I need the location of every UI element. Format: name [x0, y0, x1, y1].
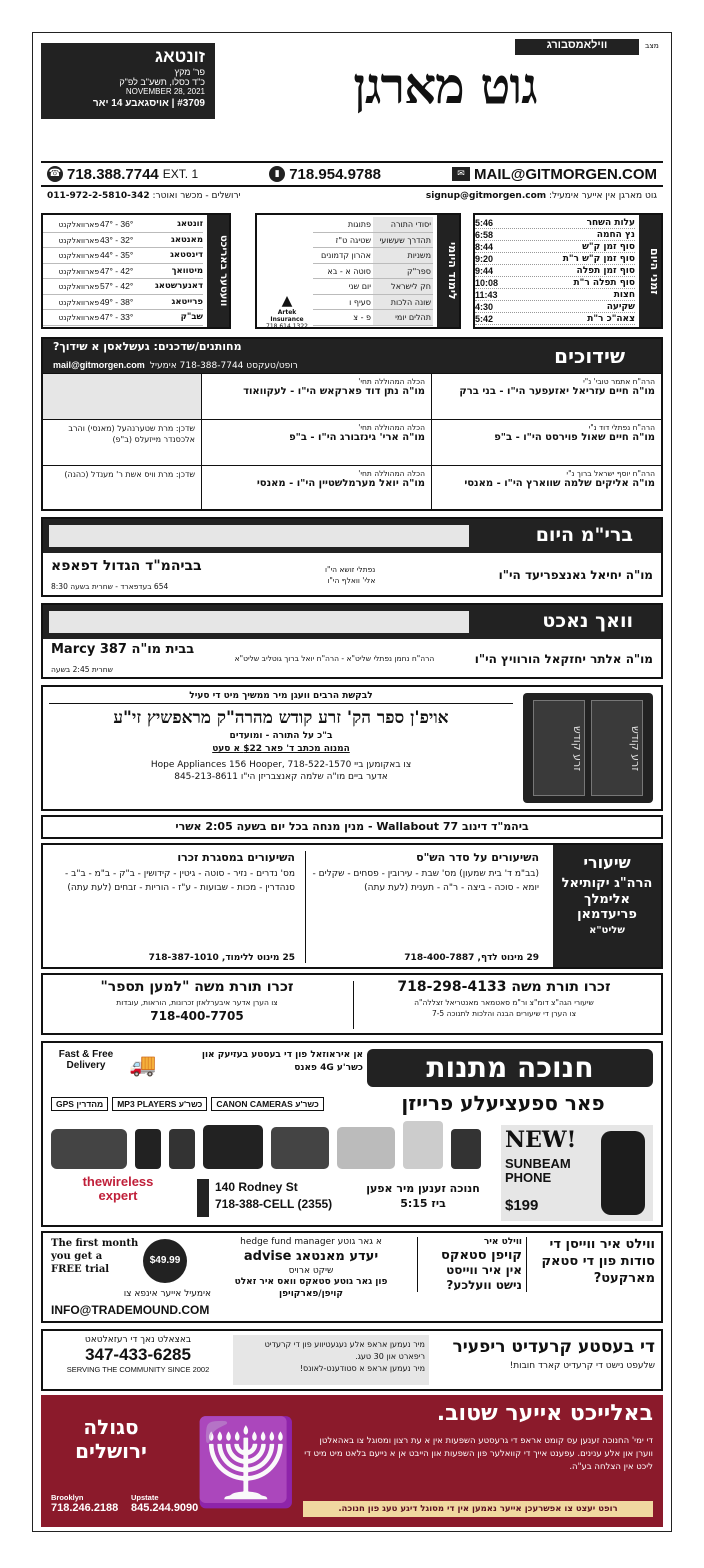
- zmanim-box: [473, 213, 663, 329]
- weather-list: [43, 217, 203, 326]
- zman-row: [475, 241, 635, 253]
- shidduch-groom: הרה"ח נפתלי דוד נ"י מו"ה חיים שאול פוירסט הי"ו - ב"פ: [431, 420, 661, 465]
- phone-icon: ☎: [47, 166, 63, 182]
- weather-day: פרייטאג: [171, 296, 203, 307]
- weather-day: שב"ק: [180, 312, 203, 322]
- sunbeam-phone-panel: [501, 1125, 653, 1221]
- vachnacht-title: וואך נאכט: [542, 610, 633, 632]
- weather-temp: 47° - 33°: [100, 312, 134, 322]
- weather-temp: 49° - 38°: [100, 296, 134, 307]
- hebrew-date: כ"ד כסלו, תשע"ב לפ"ק: [119, 77, 205, 87]
- weather-row: [43, 279, 203, 295]
- weather-day: דאנערשטאג: [154, 281, 203, 291]
- daily-row: [313, 233, 433, 249]
- weather-day: זונטאג: [177, 219, 203, 229]
- shidduchim-header: שידוכים מחותנים/שדכנים: געשלאסן א שידוך? רופט/טעקסט 718-388-7744 אימעיל mail@gitmorgen.com: [43, 339, 661, 373]
- parsha: פר' מקץ: [174, 67, 205, 77]
- zichru-left: זכרו תורת משה "למען תספר" צו הערן אדער איבערלאזן זכרונות, הוראות, עובדות 718-400-7705: [47, 979, 347, 1023]
- sefer-price: המנוה מכתב ד' פאר $22 א סעט: [212, 744, 350, 754]
- shidduchim-email[interactable]: mail@gitmorgen.com: [53, 360, 145, 370]
- masthead-left-panel: [41, 43, 215, 119]
- daily-row: [313, 295, 433, 311]
- daily-value: שטיגה ט"ז: [335, 235, 371, 245]
- zman-time: 5:42: [475, 314, 494, 324]
- shidduch-row: [43, 465, 661, 511]
- sefer-book-image: זרע קודש זרע קודש: [523, 693, 653, 803]
- mail-icon: ✉: [452, 167, 470, 181]
- zichru-phone[interactable]: 718-400-7705: [150, 1009, 244, 1023]
- new-label: NEW!: [505, 1127, 577, 1153]
- mobile-icon: ▮: [269, 166, 285, 182]
- shiurim-col2-phone[interactable]: 25 מינוט ללימוד, 718-387-1010: [148, 953, 295, 963]
- phone-price: $199: [505, 1197, 539, 1214]
- zman-label: צאה"כ ר"ת: [587, 314, 635, 324]
- zichru-section: [41, 973, 663, 1035]
- shidduch-bride: הכלה המהוללה תחי' מו"ה יואל מערמלשטיין הי"ו - מאנסי: [201, 466, 431, 511]
- day-name: זונטאג: [154, 47, 205, 66]
- shidduch-groom: הרה"ח אתמר טובי' נ"י מו"ה חיים עזריאל יאזעפער הי"ו - בני ברק: [431, 374, 661, 419]
- credit-left: באצאלט נאך די רעזאלטאט 347-433-6285 SERVING THE COMMUNITY SINCE 2002: [49, 1335, 227, 1374]
- phone-name: SUNBEAM PHONE: [505, 1156, 571, 1186]
- weather-temp: 57° - 42°: [100, 281, 134, 291]
- bris-name: מו"ה יחיאל גאנצפריעד הי"ו: [498, 568, 653, 582]
- chanukah-title: חנוכה מתנות: [367, 1049, 653, 1087]
- zman-row: [475, 313, 635, 325]
- daily-row: [313, 217, 433, 233]
- bris-header: [43, 519, 661, 553]
- shidduch-row: [43, 373, 661, 419]
- daily-value: יום שני: [348, 282, 371, 291]
- weather-condition: פארוואלקנט: [58, 220, 99, 229]
- credit-ad: [41, 1329, 663, 1391]
- zman-label: סוף זמן ק"ש ר"ת: [562, 254, 635, 264]
- zman-row: [475, 289, 635, 301]
- segula-footer: רופט יעצט צו אפשרעכן אייער נאמען אין די מסוגל דיגע טעג פון חנוכה.: [303, 1501, 653, 1517]
- vachnacht-place: בבית מו"ה 387 Marcy: [51, 642, 195, 657]
- daily-label: תהלים יומי: [373, 310, 433, 325]
- price-badge: $49.99: [143, 1239, 187, 1283]
- weather-condition: פארוואלקנט: [58, 235, 99, 245]
- menorah-icon: 🕎: [193, 1413, 299, 1511]
- chanukah-subtitle: פאר ספעציעלע פרייזן: [401, 1091, 605, 1115]
- delivery-label: Fast & Free Delivery: [58, 1049, 114, 1071]
- weather-condition: פארוואלקנט: [58, 313, 99, 322]
- segula-phone-brooklyn: Brooklyn 718.246.2188: [51, 1493, 119, 1514]
- credit-right: די בעסטע קרעדיט ריפעיר שלעפט נישט די קרעדיט קארד חובות!: [452, 1337, 655, 1371]
- vachnacht-name: מו"ה אלתר יחזקאל הורוויץ הי"ו: [474, 652, 653, 666]
- weather-temp: 47° - 42°: [100, 265, 134, 276]
- segula-phone-upstate: Upstate 845.244.9090: [131, 1493, 199, 1514]
- zmanim-title: זמני היום: [639, 215, 661, 327]
- weather-condition: פארוואלקנט: [58, 266, 99, 276]
- trade-email[interactable]: INFO@TRADEMOUND.COM: [51, 1303, 210, 1317]
- daily-label: שונה הלכות: [373, 295, 433, 310]
- store-address: 140 Rodney St 718-388-CELL (2355): [215, 1180, 333, 1211]
- signup-line: גוט מארגן אין אייער אימעיל: signup@gitmorgen.com ירושלים - מכשר ואוטר: 011-972-2-5810-342: [47, 191, 657, 201]
- devices-image: [51, 1119, 491, 1169]
- vachnacht-details: מו"ה אלתר יחזקאל הורוויץ הי"ו הרה"ח נחמן נפתלי שליט"א - הרה"ח יואל ברוך גוטליב שליט"א בבית מו"ה 387 Marcy שחרית 2:45 בשעה: [51, 642, 653, 674]
- weather-condition: פארוואלקנט: [58, 297, 99, 307]
- zman-label: סוף זמן ק"ש: [582, 242, 635, 252]
- trial-text: The first month you get a FREE trial: [51, 1238, 139, 1275]
- zman-label: שקיעה: [606, 302, 635, 312]
- flip-phone-image: [601, 1131, 645, 1215]
- shiurim-rabbi-panel: שיעורי הרה"ג יקותיאל אלימלך פריעדמאן שליט"א: [553, 845, 661, 967]
- contact-bar: [41, 161, 663, 187]
- email-address[interactable]: MAIL@GITMORGEN.COM: [474, 165, 657, 183]
- vachnacht-header: [43, 605, 661, 639]
- daily-learning-box: [255, 213, 461, 329]
- jerusalem-phone[interactable]: 011-972-2-5810-342: [47, 191, 150, 201]
- zman-time: 4:30: [475, 302, 494, 312]
- weather-temp: 43° - 32°: [100, 234, 134, 245]
- zman-time: 9:20: [475, 254, 494, 264]
- zmanim-list: [475, 217, 635, 325]
- segula-body: די ימי' החנוכה זענען עס קומט אראפ די גרעסטע השפעות אין א עת רצון ומסוגל צו באהאלטן ווערן און אלע ענינים. עפענט אייך די קוואלער פון השפעות און הייבט אן א נייעם בלאט מיט מיט די ליכט אין הצלחה בע"ה.: [304, 1436, 653, 1472]
- shidduch-row: [43, 419, 661, 465]
- zichru-right: זכרו תורת משה 718-298-4133 שיעורי הגה"צ דומ"צ ור"מ סאטמאר מאנטריאל זצללה"ה צו הערן די שיעורים הבנה והלכות לתנוכה 7-5: [397, 979, 611, 1018]
- zman-row: [475, 301, 635, 313]
- shidduch-shadchan: שדכן: מרת שטערנהעל (מאנסי) והרב אלכסנדר מייזעלס (ב"פ): [68, 424, 195, 445]
- weather-temp: 47° - 36°: [100, 219, 134, 229]
- product-tag: GPS מהדרין: [51, 1097, 108, 1111]
- masthead-tiny-label: מצב: [645, 41, 659, 50]
- zman-label: עלות השחר: [586, 218, 635, 228]
- shidduch-bride: הכלה המהוללה תחי' מו"ה נתן דוד פארקאש הי"ו - לעקוואוד: [201, 374, 431, 419]
- gregorian-date: NOVEMBER 28, 2021: [125, 87, 205, 96]
- phones-tagline: אן איראוזאל פון די בעסטע בעזיעק און כשר'ע 4G פאנס: [201, 1050, 363, 1073]
- weather-condition: פארוואלקנט: [58, 251, 99, 260]
- logo: [233, 55, 657, 117]
- stock-secrets: ווילט איר ווייסן די סודות פון די סטאק מארקעט?: [541, 1237, 655, 1286]
- segula-ad: [41, 1395, 663, 1527]
- weather-row: [43, 217, 203, 233]
- sefer-ad: [41, 685, 663, 811]
- bris-section: [41, 517, 663, 597]
- daily-value: פ - צ: [353, 313, 371, 322]
- trade-ad: [41, 1231, 663, 1323]
- weather-box: [41, 213, 231, 329]
- shidduch-shadchan: [43, 374, 201, 419]
- zman-label: סוף תפלה ר"ת: [573, 278, 635, 288]
- shidduch-bride: הכלה המהוללה תחי' מו"ה ארי' גינזבורג הי"ו - ב"פ: [201, 420, 431, 465]
- zman-time: 5:46: [475, 218, 494, 228]
- bris-details: מו"ה יחיאל גאנצפריעד הי"ו נפתלי זושא הי"ו אלי' וואלף הי"ו בביהמ"ד הגדול דפאפא 654 בעדפארד - שחרית בשעה 8:30: [51, 557, 653, 591]
- main-phone[interactable]: 718.388.7744: [67, 165, 159, 183]
- daily-row: [313, 248, 433, 264]
- weather-row: [43, 310, 203, 326]
- weather-row: [43, 295, 203, 311]
- newspaper-page: [32, 32, 672, 1532]
- product-tag: CANON CAMERAS כשר'ע: [211, 1097, 323, 1111]
- zman-time: 6:58: [475, 230, 494, 240]
- zman-time: 8:44: [475, 242, 494, 252]
- shidduch-rows: [43, 373, 661, 511]
- shiurim-col1-phone[interactable]: 29 מינוט לדף, 718-400-7887: [404, 953, 539, 963]
- credit-phone[interactable]: 347-433-6285: [85, 1345, 191, 1364]
- daily-value: סעיף ו: [349, 297, 371, 307]
- daily-label: ספר"ק: [373, 264, 433, 279]
- store-hours: חנוכה זענען מיר אפען ביז 5:15: [366, 1182, 480, 1211]
- zman-row: [475, 229, 635, 241]
- zman-time: 9:44: [475, 266, 494, 276]
- segula-title: באלייכט אייער שטוב.: [436, 1401, 653, 1426]
- daily-title: לימוד היומי: [437, 215, 459, 327]
- zman-label: חצות: [613, 290, 635, 300]
- second-phone[interactable]: 718.954.9788: [289, 165, 381, 183]
- shidduch-groom: הרה"ח יוסף ישראל ברוך נ"י מו"ה אליקים שלמה שווארץ הי"ו - מאנסי: [431, 466, 661, 511]
- bris-title: ברי"מ היום: [535, 524, 633, 546]
- neighborhood-badge: ווילאמסבורג: [515, 39, 639, 55]
- shidduchim-contact: מחותנים/שדכנים: געשלאסן א שידוך?: [53, 339, 242, 353]
- shiurim-section: [41, 843, 663, 969]
- zman-row: [475, 217, 635, 229]
- segula-logo: סגולה ירושלים: [75, 1415, 147, 1463]
- daily-label: תהדרך שעשועי: [373, 233, 433, 248]
- issue-number: #3709 | אויסגאבע 14 יאר: [92, 98, 205, 109]
- vachnacht-section: [41, 603, 663, 679]
- store-logo: thewireless expert: [82, 1174, 154, 1204]
- zman-row: [475, 265, 635, 277]
- chanukah-ad: [41, 1041, 663, 1227]
- product-tag: MP3 PLAYERS כשר'ע: [112, 1097, 207, 1111]
- daily-value: סוטה א - בא: [327, 266, 371, 276]
- daily-label: חק לישראל: [373, 279, 433, 294]
- zman-row: [475, 253, 635, 265]
- sefer-text: לבקשת הרבים וועגן מיר ממשיך מיט די סעיל אויפ'ן ספר הק' זרע קודש מהרה"ק מראפשיץ זי"ע ב"כ על התורה - ומועדים המנוה מכתב ד' פאר $22 א סעט צו באקומען ביי Hope Appliances 156 Hooper, 718-522-1570 אדער ביים מו"ה שלמה קאנצבריזן הי"ו 845-213-8611: [49, 691, 513, 782]
- sefer-title: אויפ'ן ספר הק' זרע קודש מהרה"ק מראפשיץ זי"ע: [113, 708, 449, 728]
- weather-day: מיטוואך: [171, 265, 203, 276]
- mincha-bar: ביהמ"ד דינוב 77 Wallabout - מנין מנחה בכל יום בשעה 2:05 אשרי: [41, 815, 663, 839]
- trade-middle: א גאר גוטע hedge fund manager יעדע מאנטאג advise שיקט ארויס פון גאר גוטע סטאקס וואס איר זאלט קויפן/פארקויפן: [234, 1237, 388, 1299]
- phone-ext: EXT. 1: [162, 167, 199, 181]
- trade-email-label: אימעיל אייער אינפא צו: [123, 1289, 211, 1299]
- store-phone[interactable]: 718-388-CELL (2355): [215, 1196, 333, 1211]
- credit-bullets: מיר נעמען אראפ אלע נעגעטיווע פון די קרעדיט ריפארט און 30 טעג. מיר נעמען אראפ א סטודענט-לאונס!: [233, 1335, 429, 1385]
- daily-value: פתוגות: [347, 220, 371, 229]
- product-tags: [51, 1097, 363, 1111]
- daily-list: [313, 217, 433, 326]
- daily-value: אהרון קדמונים: [321, 251, 371, 260]
- shiurim-col2: השיעורים במסגרת זכרו מס' נדרים - נזיר - סוטה - גיטין - קידושין - ב"ק - ב"מ - ב"ב - סנהדרין - מכות - שבועות - ע"ז - הוריות - זבחים (לעת עתה) 25 מינוט ללימוד, 718-387-1010: [65, 851, 295, 963]
- rabbi-name: הרה"ג יקותיאל אלימלך פריעדמאן: [561, 876, 653, 923]
- info-section: [41, 213, 663, 331]
- daily-row: [313, 279, 433, 295]
- daily-row: [313, 310, 433, 326]
- zman-row: [475, 277, 635, 289]
- zman-time: 10:08: [475, 278, 499, 288]
- stocks-col: ווילט איר קויפן סטאקס אין איר ווייסט נישט וועלכע?: [417, 1237, 527, 1292]
- weather-temp: 44° - 35°: [100, 250, 134, 260]
- weather-day: מאנטאג: [171, 234, 203, 245]
- shidduchim-section: [41, 337, 663, 511]
- weather-row: [43, 233, 203, 249]
- masthead: [33, 33, 671, 121]
- daily-label: משניות: [373, 248, 433, 263]
- shiurim-col1: השיעורים על סדר הש"ס (בב"מ ד' בית שמעון) מס' שבת - עירובין - פסחים - שקלים - יומא - סוכה - ביצה - ר"ה - תענית (לעת עתה) 29 מינוט לדף, 718-400-7887: [305, 851, 545, 963]
- weather-title: וועטער באריכט: [207, 215, 229, 327]
- logo-text: גוט מארגן: [353, 56, 537, 115]
- weather-condition: פארוואלקנט: [58, 282, 99, 291]
- truck-icon: 🚚: [129, 1053, 157, 1078]
- daily-row: [313, 264, 433, 280]
- zman-label: סוף זמן תפלה: [576, 266, 635, 276]
- sponsor-logo: ▲ Artek Insurance 718.614.1322: [266, 293, 308, 330]
- weather-row: [43, 264, 203, 280]
- weather-row: [43, 248, 203, 264]
- signup-email[interactable]: signup@gitmorgen.com: [425, 191, 547, 201]
- shidduch-shadchan: שדכן: מרת וויס אשת ר' מענדל (כהנה): [64, 470, 195, 479]
- daily-label: יסודי התורה: [373, 217, 433, 232]
- zman-time: 11:43: [475, 290, 498, 300]
- shidduchim-title: שידוכים: [554, 344, 625, 368]
- weather-day: דינסטאג: [170, 250, 203, 260]
- zman-label: נץ החמה: [596, 230, 635, 240]
- bris-place: בביהמ"ד הגדול דפאפא: [51, 557, 202, 574]
